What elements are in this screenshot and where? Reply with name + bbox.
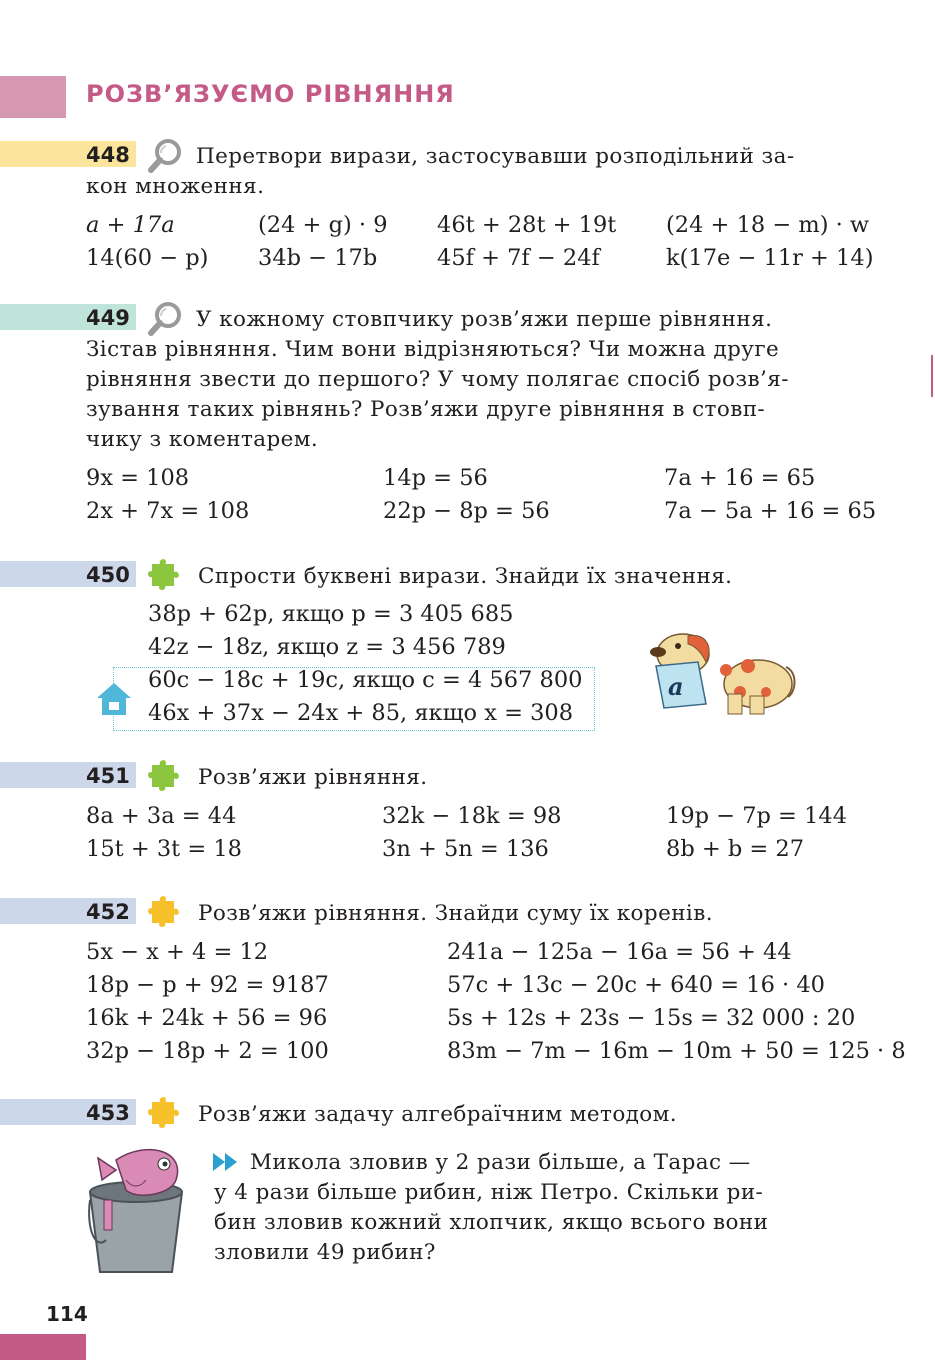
puzzle-icon	[146, 1092, 186, 1132]
task-452-number: 452	[86, 900, 130, 924]
dog-illustration	[648, 622, 798, 717]
task-448-text-1: Перетвори вирази, застосувавши розподільний за-	[196, 144, 795, 169]
task-449-text-2: Зістав рівняння. Чим вони відрізняються? Чи можна друге	[86, 337, 780, 362]
header-color-bar	[0, 76, 66, 118]
task-450-number: 450	[86, 563, 130, 587]
magnifier-icon	[146, 136, 186, 176]
task-450-line-3: 60c − 18c + 19c, якщо c = 4 567 800	[148, 667, 583, 693]
page-number: 114	[46, 1302, 88, 1326]
task-451-number: 451	[86, 764, 130, 788]
task-450-line-4: 46x + 37x − 24x + 85, якщо x = 308	[148, 700, 574, 726]
double-arrow-icon	[213, 1153, 241, 1171]
house-icon	[95, 681, 133, 717]
magnifier-icon	[146, 299, 186, 339]
task-453-problem-2: у 4 рази більше рибин, ніж Петро. Скільки ри-	[214, 1180, 764, 1205]
puzzle-icon	[146, 554, 186, 594]
section-title: РОЗВ’ЯЗУЄМО РІВНЯННЯ	[86, 80, 455, 108]
task-448-number: 448	[86, 143, 130, 167]
task-451-text: Розв’яжи рівняння.	[198, 765, 428, 790]
task-449-number: 449	[86, 306, 130, 330]
task-449-text-3: рівняння звести до першого? У чому полягає спосіб розв’я-	[86, 367, 789, 392]
task-449-text-1: У кожному стовпчику розв’яжи перше рівняння.	[196, 307, 773, 332]
card-letter: a	[668, 672, 684, 701]
task-453-problem-1: Микола зловив у 2 рази більше, а Тарас —	[250, 1150, 751, 1175]
task-453-problem-4: зловили 49 рибин?	[214, 1240, 436, 1265]
task-450-line-2: 42z − 18z, якщо z = 3 456 789	[148, 634, 506, 660]
puzzle-icon	[146, 891, 186, 931]
fish-bucket-illustration	[76, 1140, 196, 1280]
page-footer-bar	[0, 1334, 86, 1360]
puzzle-icon	[146, 755, 186, 795]
task-449-text-5: чику з коментарем.	[86, 427, 319, 452]
task-449-text-4: зування таких рівнянь? Розв’яжи друге рівняння в стовп-	[86, 397, 766, 422]
task-448-text-2: кон множення.	[86, 174, 265, 199]
task-450-text: Спрости буквені вирази. Знайди їх значення.	[198, 564, 733, 589]
task-453-problem-3: бин зловив кожний хлопчик, якщо всього вони	[214, 1210, 769, 1235]
margin-mark	[931, 355, 933, 397]
task-453-number: 453	[86, 1101, 130, 1125]
task-452-text: Розв’яжи рівняння. Знайди суму їх коренів.	[198, 901, 713, 926]
task-453-text: Розв’яжи задачу алгебраїчним методом.	[198, 1102, 678, 1127]
task-450-line-1: 38p + 62p, якщо p = 3 405 685	[148, 601, 514, 627]
